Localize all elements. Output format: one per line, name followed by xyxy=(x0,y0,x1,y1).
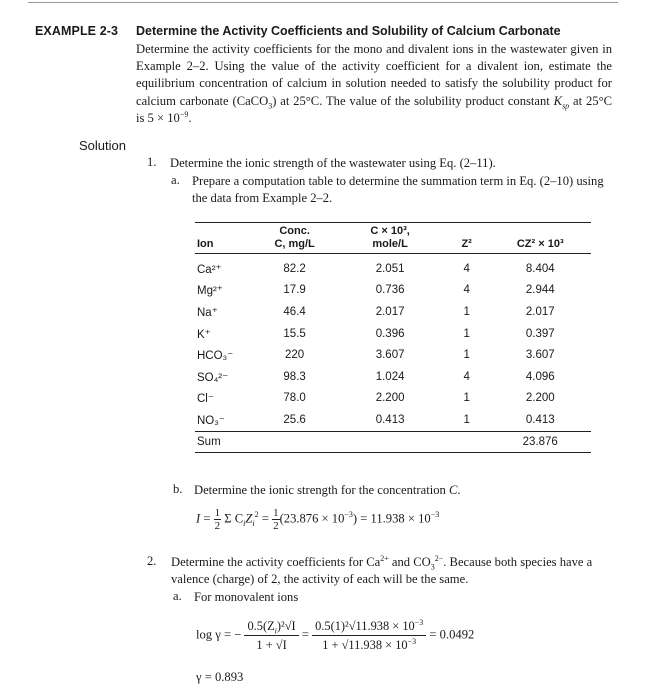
cell-ion: Na⁺ xyxy=(197,306,218,319)
step2-co-sup: 2− xyxy=(434,553,444,563)
cell-cz2: 2.017 xyxy=(525,305,555,318)
computation-table xyxy=(195,222,591,453)
cell-cz2: 2.200 xyxy=(525,392,555,405)
problem-text-part3: at 25°C is 5 × 10 xyxy=(136,93,613,125)
header-conc-line1: Conc. xyxy=(279,225,310,237)
cell-z2: 4 xyxy=(463,262,470,275)
cell-z2: 1 xyxy=(463,392,470,405)
header-cz2: CZ² × 10³ xyxy=(516,238,564,250)
eq2-num1 xyxy=(244,617,298,636)
sum-label: Sum xyxy=(197,435,221,448)
cell-ion: Mg²⁺ xyxy=(197,285,223,298)
step1b-text-pre: Determine the ionic strength for the concentration xyxy=(194,483,449,497)
sum-empty-conc xyxy=(253,431,337,452)
eq1-value: (23.876 × 10 xyxy=(279,511,345,526)
table-row xyxy=(195,344,591,366)
step1b-text-post: . xyxy=(457,483,461,497)
eq1-half2-fraction xyxy=(272,507,280,532)
eq2-num2 xyxy=(312,617,426,636)
step2-co-sub: 3 xyxy=(430,562,435,572)
eq1-lhs: I xyxy=(196,511,201,526)
top-rule xyxy=(28,2,618,3)
step2a-letter: a. xyxy=(173,589,182,603)
eq2-fraction2 xyxy=(312,617,426,654)
step1a-letter: a. xyxy=(171,173,180,187)
sum-empty-cx xyxy=(336,431,443,452)
problem-text-sub: 3 xyxy=(268,101,273,111)
ksp-exponent: −9 xyxy=(179,109,189,119)
header-ion: Ion xyxy=(197,238,214,250)
eq2-den1: 1 + √I xyxy=(256,638,287,652)
eq2-equals: = xyxy=(301,627,309,642)
cell-cx: 2.017 xyxy=(375,305,405,318)
cell-conc: 220 xyxy=(285,349,305,362)
step2-ca-sup: 2+ xyxy=(380,553,389,563)
cell-conc: 46.4 xyxy=(283,305,306,318)
problem-statement xyxy=(136,41,612,127)
cell-conc: 98.3 xyxy=(283,370,306,383)
step2a-text: For monovalent ions xyxy=(194,590,299,604)
eq1-z-sup: 2 xyxy=(254,510,259,520)
cell-conc: 17.9 xyxy=(283,284,306,297)
cell-cz2: 8.404 xyxy=(525,262,555,275)
log-gamma-equation xyxy=(196,617,474,654)
step1b-var: C xyxy=(448,483,458,497)
table-row xyxy=(195,280,591,302)
eq1-result-exp: −3 xyxy=(430,510,440,520)
step2-text xyxy=(171,554,611,588)
cell-cx: 0.396 xyxy=(375,327,405,340)
eq1-sum-expr: Σ C xyxy=(224,511,244,526)
step2-number: 2. xyxy=(147,554,157,568)
eq2-num2-main: 0.5(1)²√11.938 × 10 xyxy=(315,619,415,633)
header-conc-line2: C, mg/L xyxy=(274,238,315,250)
eq2-num1-sub: i xyxy=(274,626,277,636)
eq1-half-num: 1 xyxy=(214,507,221,519)
header-cx xyxy=(336,223,443,254)
cell-cx: 3.607 xyxy=(375,349,405,362)
step1b-letter: b. xyxy=(173,482,183,496)
cell-ion: Cl⁻ xyxy=(197,393,214,406)
step2-text-pre: Determine the activity coefficients for Ca xyxy=(171,555,381,569)
cell-cz2: 4.096 xyxy=(525,370,555,383)
table-header-row xyxy=(195,223,591,254)
table-row xyxy=(195,409,591,431)
cell-ion: Ca²⁺ xyxy=(197,263,222,276)
cell-cz2: 0.397 xyxy=(525,327,555,340)
cell-ion: HCO₃⁻ xyxy=(197,350,234,363)
cell-cz2: 2.944 xyxy=(525,284,555,297)
table-row xyxy=(195,388,591,410)
eq2-fraction1 xyxy=(244,617,298,654)
eq1-equals2: = xyxy=(261,511,269,526)
cell-cz2: 3.607 xyxy=(525,349,555,362)
cell-ion: SO₄²⁻ xyxy=(197,371,229,384)
eq1-half-den: 2 xyxy=(214,520,221,532)
cell-cx: 0.736 xyxy=(375,284,405,297)
cell-ion: NO₃⁻ xyxy=(197,414,226,427)
cell-z2: 4 xyxy=(463,370,470,383)
cell-conc: 15.5 xyxy=(283,327,306,340)
sum-value: 23.876 xyxy=(522,435,558,448)
header-cx-line2: mole/L xyxy=(372,238,408,250)
eq1-equals: = xyxy=(203,511,211,526)
step1-number: 1. xyxy=(147,155,157,169)
eq1-sum-sub: i xyxy=(243,518,246,528)
eq2-num2-exp: −3 xyxy=(414,617,424,627)
cell-cx: 2.200 xyxy=(375,392,405,405)
eq1-value-exp: −3 xyxy=(344,510,353,520)
eq2-num1-main: 0.5(Z xyxy=(247,619,275,633)
example-title: Determine the Activity Coefficients and Solubility of Calcium Carbonate xyxy=(136,24,561,38)
step1a-text: Prepare a computation table to determine the summation term in Eq. (2–10) using the data from Example 2–2. xyxy=(192,174,604,205)
step2-text-mid: and CO xyxy=(388,555,431,569)
eq1-half-fraction xyxy=(214,507,222,532)
cell-z2: 1 xyxy=(463,349,470,362)
eq1-half2-num: 1 xyxy=(273,507,279,519)
cell-cx: 2.051 xyxy=(375,262,405,275)
step1-text: Determine the ionic strength of the wastewater using Eq. (2–11). xyxy=(170,156,496,170)
eq1-half2-den: 2 xyxy=(273,520,279,532)
step1b-text xyxy=(194,482,461,499)
table-row xyxy=(195,301,591,323)
eq1-z-sub: i xyxy=(252,518,255,528)
cell-z2: 1 xyxy=(463,305,470,318)
ksp-subscript: sp xyxy=(562,101,570,111)
problem-text-part2: ) at 25°C. The value of the solubility product constant xyxy=(272,93,554,108)
cell-cz2: 0.413 xyxy=(525,413,555,426)
solution-label: Solution xyxy=(79,138,126,153)
problem-text-part1: Determine the activity coefficients for the mono and divalent ions in the wastewater given in Example 2–2. Using the value of the activity coefficient for a divalent ion, estimate the equilibrium concentration of calcium in solution needed to satisfy the solubility product for calcium carbonate (CaCO xyxy=(136,42,612,108)
cell-ion: K⁺ xyxy=(197,328,211,341)
eq2-lhs: log γ = − xyxy=(196,627,242,642)
header-z2: Z² xyxy=(461,238,472,250)
example-label: EXAMPLE 2-3 xyxy=(35,24,119,38)
cell-z2: 4 xyxy=(463,284,470,297)
ksp-symbol: K xyxy=(553,93,563,108)
ionic-strength-equation xyxy=(196,507,439,532)
eq1-value-close: ) xyxy=(352,511,358,526)
cell-conc: 82.2 xyxy=(283,262,306,275)
header-conc xyxy=(253,223,337,254)
cell-cx: 1.024 xyxy=(375,370,405,383)
table-row xyxy=(195,323,591,345)
sum-empty-z2 xyxy=(444,431,490,452)
eq2-den2-exp: −3 xyxy=(407,636,417,646)
cell-conc: 25.6 xyxy=(283,413,306,426)
eq2-num1-rest: )²√I xyxy=(276,619,296,633)
cell-cx: 0.413 xyxy=(375,413,405,426)
table-row xyxy=(195,366,591,388)
cell-z2: 1 xyxy=(463,413,470,426)
header-cx-line1: C × 10³, xyxy=(370,225,410,237)
eq1-result: = 11.938 × 10 xyxy=(360,511,431,526)
eq2-den2 xyxy=(312,636,426,654)
cell-conc: 78.0 xyxy=(283,392,306,405)
step2-text-post: . Because both species have a valence (charge) of 2, the activity of each will be the same. xyxy=(171,555,593,586)
eq1-z: Z xyxy=(245,511,253,526)
gamma-result: γ = 0.893 xyxy=(196,670,244,684)
cell-z2: 1 xyxy=(463,327,470,340)
table-row xyxy=(195,254,591,280)
eq2-result: = 0.0492 xyxy=(429,627,475,642)
table-sum-row xyxy=(195,431,591,452)
problem-text-end: . xyxy=(188,110,192,125)
eq2-den2-main: 1 + √11.938 × 10 xyxy=(322,638,408,652)
